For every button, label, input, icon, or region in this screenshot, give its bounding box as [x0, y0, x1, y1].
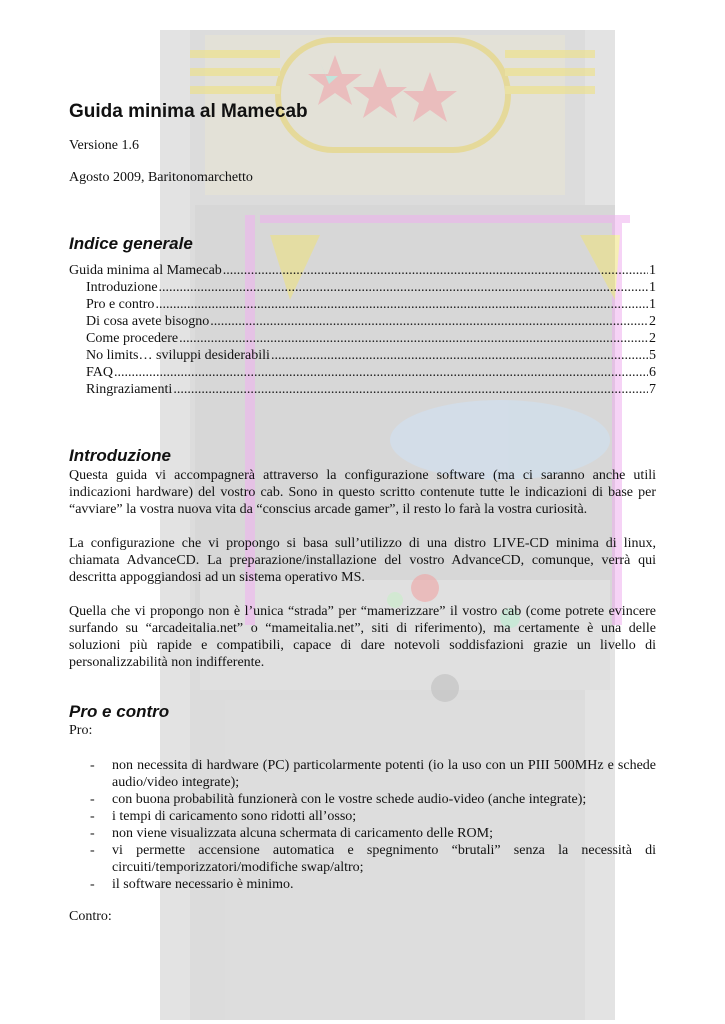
list-item: [69, 842, 656, 876]
toc-entry[interactable]: [69, 364, 656, 381]
list-bullet: -: [90, 809, 95, 824]
introduzione-heading: Introduzione: [69, 446, 171, 465]
contro-label: Contro:: [69, 909, 112, 924]
list-bullet: -: [90, 758, 95, 773]
toc-leader: [179, 330, 648, 347]
toc-entry-label: Introduzione: [86, 280, 158, 295]
toc-entry-label: Di cosa avete bisogno: [86, 314, 210, 329]
list-item: [69, 825, 656, 842]
toc-heading: Indice generale: [69, 234, 193, 253]
document-date-author: Agosto 2009, Baritonomarchetto: [69, 170, 253, 185]
toc-entry[interactable]: [69, 347, 656, 364]
toc-leader: [173, 381, 648, 398]
pro-label: Pro:: [69, 723, 93, 738]
pro-list: [69, 757, 656, 893]
list-item: [69, 808, 656, 825]
toc-entry[interactable]: [69, 296, 656, 313]
list-bullet: -: [90, 826, 95, 841]
list-bullet: -: [90, 792, 95, 807]
toc-leader: [210, 313, 648, 330]
list-item-text: non viene visualizzata alcuna schermata di caricamento delle ROM;: [112, 826, 493, 841]
list-item: [69, 876, 656, 893]
toc-entry-page: 1: [649, 280, 656, 295]
toc-entry-page: 1: [649, 263, 656, 278]
toc-entry-label: Ringraziamenti: [86, 382, 173, 397]
list-item-text: vi permette accensione automatica e spegnimento “brutali” senza la necessità di circuiti/temporizzatori/modifiche swap/altro;: [112, 843, 656, 875]
toc-entry-page: 2: [649, 331, 656, 346]
list-bullet: -: [90, 877, 95, 892]
list-item: [69, 757, 656, 791]
toc-entry[interactable]: [69, 313, 656, 330]
document-title: Guida minima al Mamecab: [69, 101, 308, 122]
toc-entry[interactable]: [69, 262, 656, 279]
toc-entry-page: 1: [649, 297, 656, 312]
list-item: [69, 791, 656, 808]
toc-leader: [159, 279, 648, 296]
document-version: Versione 1.6: [69, 138, 139, 153]
toc-entry[interactable]: [69, 381, 656, 398]
table-of-contents: [69, 262, 656, 398]
pro-contro-heading: Pro e contro: [69, 702, 170, 721]
toc-entry-label: Come procedere: [86, 331, 179, 346]
list-item-text: con buona probabilità funzionerà con le vostre schede audio-video (anche integrate);: [112, 792, 587, 807]
introduzione-paragraph-1: Questa guida vi accompagnerà attraverso la configurazione software (ma ci saranno anche utili indicazioni hardware) del vostro cab. Sono in questo scritto contenute tutte le indicazioni di base per “avviare” la vostra nuova vita da “conscius arcade gamer”, il resto lo farà la vostra curiosità.: [69, 468, 656, 517]
toc-entry-label: No limits… sviluppi desiderabili: [86, 348, 270, 363]
toc-entry-page: 6: [649, 365, 656, 380]
list-bullet: -: [90, 843, 95, 858]
list-item-text: i tempi di caricamento sono ridotti all’osso;: [112, 809, 357, 824]
toc-leader: [271, 347, 648, 364]
toc-leader: [114, 364, 648, 381]
toc-entry-page: 7: [649, 382, 656, 397]
list-item-text: non necessita di hardware (PC) particolarmente potenti (io la uso con un PIII 500MHz e schede audio/video integrate);: [112, 758, 656, 790]
toc-entry-label: FAQ: [86, 365, 113, 380]
introduzione-paragraph-3: Quella che vi propongo non è l’unica “strada” per “mamerizzare” il vostro cab (come potrete evincere surfando su “arcadeitalia.net” o “mameitalia.net”, siti di riferimento), ma certamente è una delle soluzioni più rapide e compatibili, capace di dare notevoli soddisfazioni grazie un livello di personalizzabilità non indifferente.: [69, 604, 656, 670]
toc-entry[interactable]: [69, 279, 656, 296]
toc-leader: [223, 262, 648, 279]
toc-entry-label: Guida minima al Mamecab: [69, 263, 222, 278]
toc-leader: [155, 296, 648, 313]
introduzione-paragraph-2: La configurazione che vi propongo si basa sull’utilizzo di una distro LIVE-CD minima di linux, chiamata AdvanceCD. La preparazione/installazione del vostro AdvanceCD, comunque, verrà qui descritta appoggiandosi ad un sistema operativo MS.: [69, 536, 656, 585]
toc-entry[interactable]: [69, 330, 656, 347]
toc-entry-label: Pro e contro: [86, 297, 155, 312]
list-item-text: il software necessario è minimo.: [112, 877, 294, 892]
toc-entry-page: 5: [649, 348, 656, 363]
toc-entry-page: 2: [649, 314, 656, 329]
